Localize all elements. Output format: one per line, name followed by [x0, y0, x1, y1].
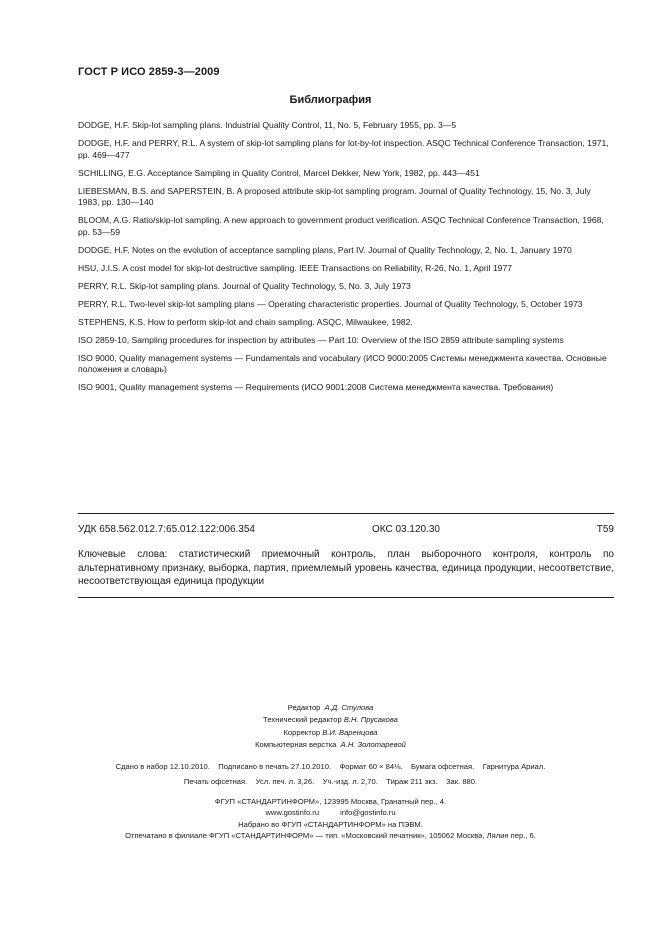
bibliography-entry: DODGE, H.F. and PERRY, R.L. A system of skip-lot sampling plans for lot-by-lot inspection. ASQC Technical Conference Transaction, 1971, pp. 469—477: [78, 137, 609, 160]
bibliography-title: Библиография: [289, 94, 372, 106]
bibliography-entry: LIEBESMAN, B.S. and SAPERSTEIN, B. A proposed attribute skip-lot sampling program. Journal of Quality Technology, 15, No. 3, July 1983, pp. 130—140: [78, 185, 591, 208]
keywords: Ключевые слова: статистический приемочный контроль, план выборочного контроля, контроль по альтернативному признаку, выборка, партия, приемлемый уровень качества, единица продукции, несоответствие, несоответствующая единица продукции: [78, 549, 614, 587]
credit-tech-editor: Технический редактор В.Н. Прусакова: [263, 715, 398, 725]
udc-code: УДК 658.562.012.7:65.012.122:006.354: [78, 524, 255, 535]
publisher-line: ФГУП «СТАНДАРТИНФОРМ», 123995 Москва, Гранатный пер., 4.: [214, 797, 447, 806]
divider-top: [78, 513, 614, 514]
oks-code: ОКС 03.120.30: [372, 524, 440, 535]
divider-bottom: [78, 597, 614, 598]
publisher-line: Набрано во ФГУП «СТАНДАРТИНФОРМ» на ПЭВМ.: [238, 819, 423, 829]
bibliography-entry: ISO 2859-10, Sampling procedures for inspection by attributes — Part 10: Overview of the ISO 2859 attribute sampling systems: [78, 334, 564, 345]
t-code: Т59: [596, 524, 614, 535]
credit-editor: Редактор А.Д. Стулова: [287, 703, 374, 712]
publisher-info: [0, 796, 661, 841]
standard-header: ГОСТ Р ИСО 2859-3—2009: [78, 66, 220, 78]
print-info-line: Печать офсетная. Усл. печ. л. 3,26. Уч.-изд. л. 2,70. Тираж 211 экз. Зак. 880.: [183, 777, 478, 786]
bibliography-entry: SCHILLING, E.G. Acceptance Sampling in Quality Control, Marcel Dekker, New York, 1982, pp. 443—451: [78, 167, 480, 178]
bibliography-entry: BLOOM, A.G. Ratio/skip-lot sampling. A new approach to government product verification. ASQC Technical Conference Transaction, 1968, pp. 53—59: [78, 215, 604, 237]
bibliography-entry: ISO 9001, Quality management systems — Requirements (ИСО 9001:2008 Система менеджмента качества. Требования): [78, 382, 554, 393]
print-info-line: Сдано в набор 12.10.2010. Подписано в печать 27.10.2010. Формат 60 × 84⅛. Бумага офсетная. Гарнитура Ариал.: [115, 762, 546, 771]
print-info: [0, 759, 661, 789]
bibliography-entry: STEPHENS, K.S. How to perform skip-lot and chain sampling. ASQC, Milwaukee, 1982.: [78, 316, 413, 327]
bibliography-entry: HSU, J.I.S. A cost model for skip-lot destructive sampling. IEEE Transactions on Reliability, R-26, No. 1, April 1977: [78, 262, 513, 273]
bibliography-entry: PERRY, R.L. Skip-lot sampling plans. Journal of Quality Technology, 5, No. 3, July 1973: [78, 280, 411, 291]
bibliography-entry: DODGE, H.F. Skip-lot sampling plans. Industrial Quality Control, 11, No. 5, February 1955, pp. 3—5: [78, 120, 457, 130]
bibliography-entry: PERRY, R.L. Two-level skip-lot sampling plans — Operating characteristic properties. Journal of Quality Technology, 5, October 1973: [78, 298, 583, 309]
bibliography-entry: ISO 9000, Quality management systems — Fundamentals and vocabulary (ИСО 9000:2005 Системы менеджмента качества. Основные положения и словарь): [78, 352, 607, 375]
bibliography-list: [78, 120, 614, 400]
publisher-web: www.gostinfo.ru info@gostinfo.ru: [265, 808, 396, 818]
bibliography-entry: DODGE, H.F. Notes on the evolution of acceptance sampling plans, Part IV. Journal of Quality Technology, 2, No. 1, January 1970: [78, 244, 572, 255]
publisher-line: Отпечатано в филиале ФГУП «СТАНДАРТИНФОРМ» — тип. «Московский печатник», 105062 Москва, Лялин пер., 6.: [125, 830, 536, 840]
credits: [0, 702, 661, 752]
credit-corrector: Корректор В.И. Варенцова: [283, 727, 378, 737]
credit-layout: Компьютерная верстка А.Н. Золотаревой: [255, 740, 406, 750]
